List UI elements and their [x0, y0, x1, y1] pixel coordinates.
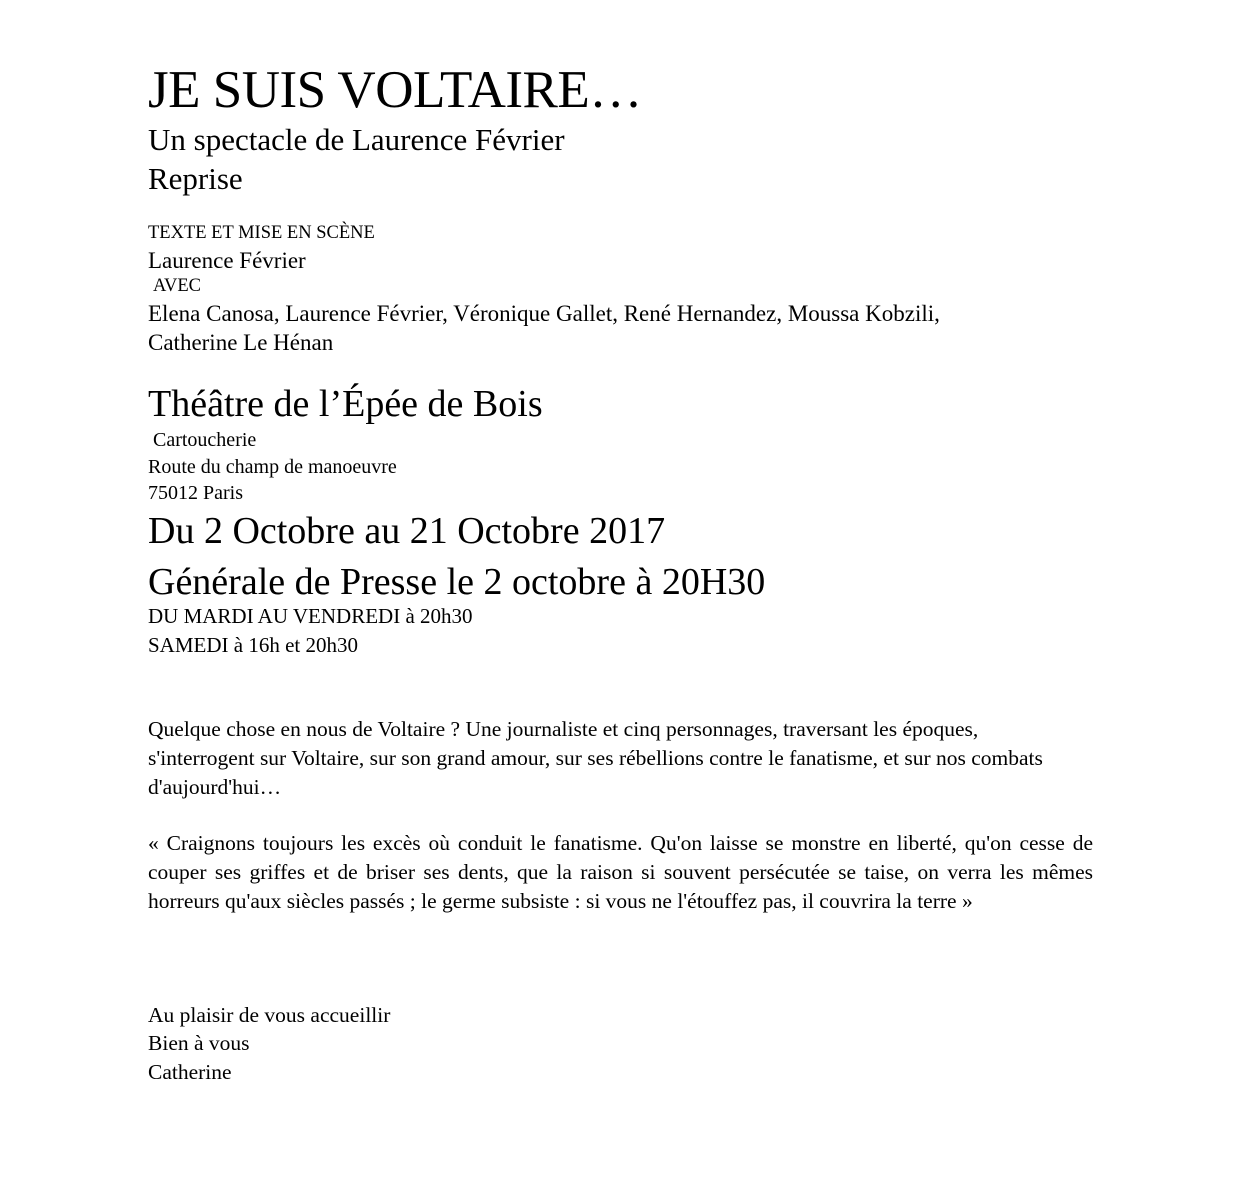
voltaire-quote: « Craignons toujours les excès où conduit le fanatisme. Qu'on laisse se monstre en liberté, qu'on cesse de couper ses griffes et de briser ses dents, que la raison si souvent persécutée se taise, on verra les mêmes horreurs qu'aux siècles passés ; le germe subsiste : si vous ne l'étouffez pas, il couvrira la terre »: [148, 831, 1093, 913]
description-paragraph: Quelque chose en nous de Voltaire ? Une journaliste et cinq personnages, traversant les époques, s'interrogent sur Voltaire, sur son grand amour, sur ses rébellions contre le fanatisme, et sur nos combats d'aujourd'hui…: [148, 717, 1043, 799]
venue-name: Théâtre de l’Épée de Bois: [148, 383, 543, 425]
avec-label: AVEC: [153, 276, 201, 296]
schedule-line: SAMEDI à 16h et 20h30: [148, 633, 358, 657]
closing-line: Bien à vous: [148, 1031, 250, 1055]
press-night: Générale de Presse le 2 octobre à 20H30: [148, 561, 766, 603]
cast-list-line: Elena Canosa, Laurence Février, Véronique Gallet, René Hernandez, Moussa Kobzili,: [148, 301, 940, 326]
page-title: JE SUIS VOLTAIRE…: [148, 61, 642, 119]
page-subtitle: Un spectacle de Laurence Février: [148, 122, 565, 157]
author-name: Laurence Février: [148, 248, 306, 273]
schedule-line: DU MARDI AU VENDREDI à 20h30: [148, 604, 473, 628]
venue-address-line: Cartoucherie: [153, 429, 257, 451]
venue-address-line: Route du champ de manoeuvre: [148, 456, 397, 478]
cast-list-line: Catherine Le Hénan: [148, 330, 334, 355]
run-dates: Du 2 Octobre au 21 Octobre 2017: [148, 510, 666, 552]
closing-line: Au plaisir de vous accueillir: [148, 1003, 391, 1027]
reprise-label: Reprise: [148, 161, 243, 196]
texte-mise-en-scene-label: TEXTE ET MISE EN SCÈNE: [148, 223, 375, 243]
venue-address-line: 75012 Paris: [148, 482, 243, 504]
signature-name: Catherine: [148, 1060, 232, 1084]
